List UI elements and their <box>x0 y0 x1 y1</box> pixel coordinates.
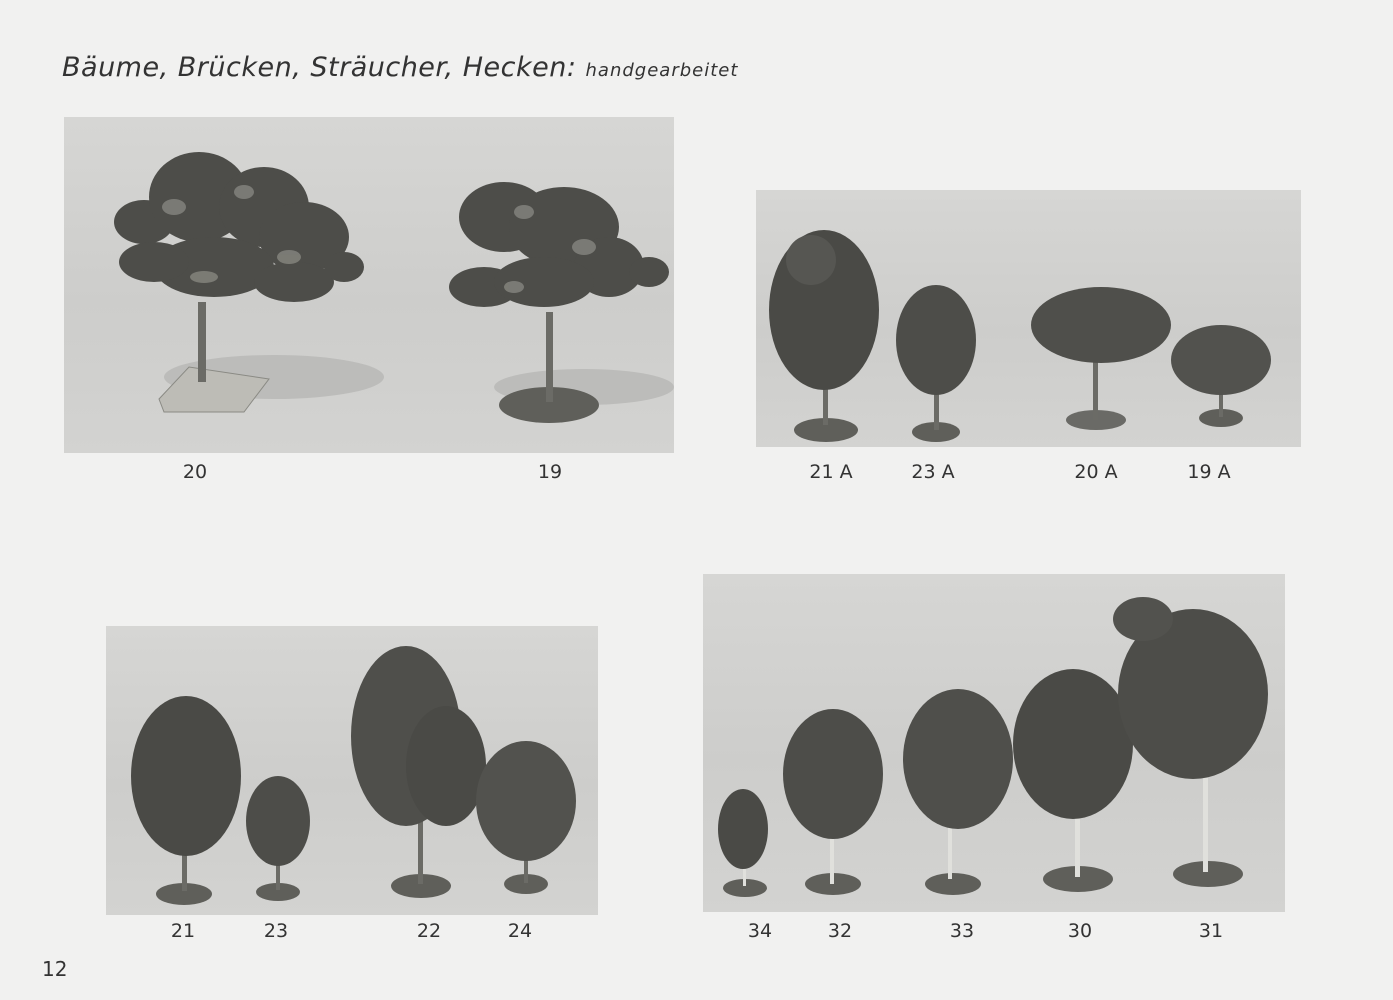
title-main: Bäume, Brücken, Sträucher, Hecken: <box>62 52 577 83</box>
page-number: 12 <box>42 957 68 981</box>
tree-21-image <box>131 696 241 905</box>
label-tree-21a: 21 A <box>809 461 853 483</box>
tree-23-image <box>246 776 310 901</box>
label-tree-19: 19 <box>537 461 563 483</box>
tree-30-image <box>1013 669 1133 892</box>
label-tree-20a: 20 A <box>1074 461 1118 483</box>
label-tree-20: 20 <box>182 461 208 483</box>
page-title <box>62 52 738 83</box>
label-tree-19a: 19 A <box>1187 461 1231 483</box>
photo-trees-20-19 <box>64 117 674 453</box>
label-tree-24: 24 <box>507 920 533 942</box>
tree-24-image <box>476 741 576 894</box>
label-tree-23: 23 <box>263 920 289 942</box>
tree-20-image <box>114 152 384 412</box>
tree-34-image <box>718 789 768 897</box>
tree-19a-image <box>1171 325 1271 427</box>
tree-21a-image <box>769 230 879 442</box>
tree-32-image <box>783 709 883 895</box>
label-tree-21: 21 <box>170 920 196 942</box>
label-tree-23a: 23 A <box>911 461 955 483</box>
photo-trees-A-series <box>756 190 1301 447</box>
label-tree-31: 31 <box>1198 920 1224 942</box>
label-tree-33: 33 <box>949 920 975 942</box>
label-tree-32: 32 <box>827 920 853 942</box>
tree-33-image <box>903 689 1013 895</box>
tree-23a-image <box>896 285 976 442</box>
tree-20a-image <box>1031 287 1171 430</box>
title-subtitle: handgearbeitet <box>585 60 739 81</box>
photo-trees-30-34 <box>703 574 1285 912</box>
label-tree-30: 30 <box>1067 920 1093 942</box>
tree-19-image <box>449 182 674 423</box>
tree-31-image <box>1113 597 1268 887</box>
label-tree-34: 34 <box>747 920 773 942</box>
photo-trees-21-24 <box>106 626 598 915</box>
tree-22-image <box>351 646 486 898</box>
label-tree-22: 22 <box>416 920 442 942</box>
